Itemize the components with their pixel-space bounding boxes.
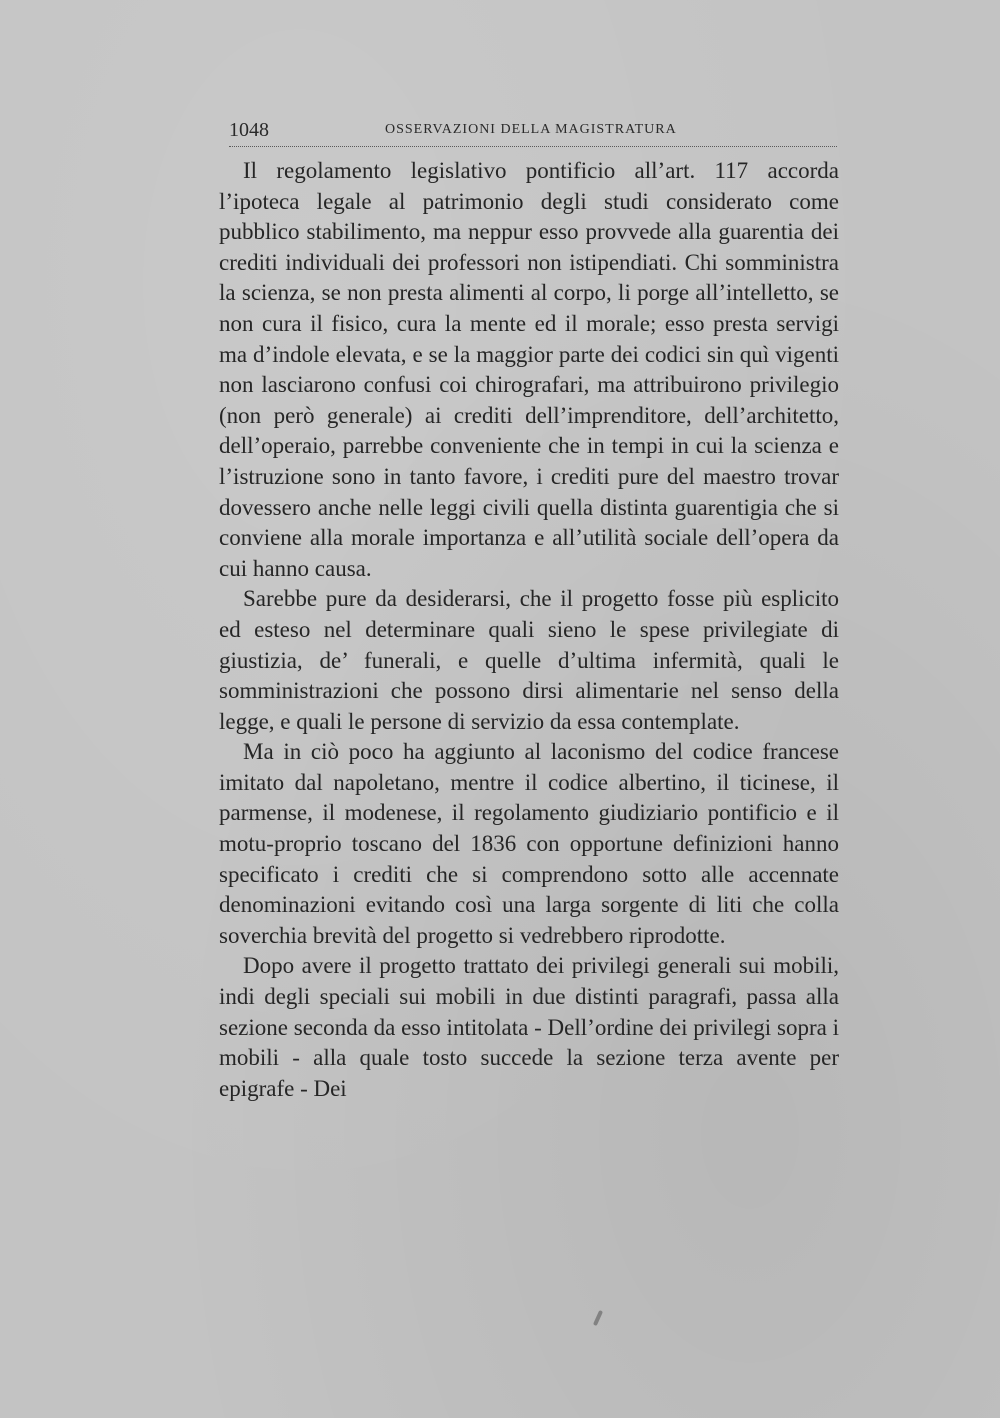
paragraph: Dopo avere il progetto trattato dei privilegi generali sui mobili, indi degli speciali sui mobili in due distinti paragrafi, passa alla sezione seconda da esso intitolata - Dell’ordine dei privilegi sopra i mobili - alla quale tosto succede la sezione terza avente per epigrafe - Dei — [219, 953, 839, 1101]
paragraph: Il regolamento legislativo pontificio all’art. 117 accorda l’ipoteca legale al patrimonio degli studi considerato come pubblico stabilimento, ma neppur esso provvede alla guarentia dei crediti individuali dei professori non istipendiati. Chi somministra la scienza, se non presta alimenti al corpo, li porge all’intelletto, se non cura il fisico, cura la mente ed il morale; esso presta servigi ma d’indole elevata, e se la maggior parte dei codici sin quì vigenti non lasciarono confusi coi chirografari, ma attribuirono privilegio (non però generale) ai crediti dell’imprenditore, dell’architetto, dell’operaio, parrebbe conveniente che in tempi in cui la scienza e l’istruzione sono in tanto favore, i crediti pure del maestro trovar dovessero anche nelle leggi civili quella distinta guarentigia che si conviene alla morale importanza e all’utilità sociale dell’opera da cui hanno causa. — [219, 158, 839, 581]
page-number: 1048 — [229, 119, 269, 141]
paragraph: Ma in ciò poco ha aggiunto al laconismo del codice francese imitato dal napoletano, mentre il codice albertino, il ticinese, il parmense, il modenese, il regolamento giudiziario pontificio e il motu-proprio toscano del 1836 con opportune definizioni hanno specificato i crediti che si comprendono sotto alle accennate denominazioni evitando così una larga sorgente di liti che colla soverchia brevità del progetto si vedrebbero riprodotte. — [219, 739, 839, 948]
paragraph: Sarebbe pure da desiderarsi, che il progetto fosse più esplicito ed esteso nel determinare quali sieno le spese privilegiate di giustizia, de’ funerali, e quelle d’ultima infermità, quali le somministrazioni che possono dirsi alimentarie nel senso della legge, e quali le persone di servizio da essa contemplate. — [219, 586, 839, 734]
running-head: OSSERVAZIONI DELLA MAGISTRATURA — [385, 122, 677, 137]
body-text — [219, 156, 839, 1104]
page-header — [229, 118, 837, 147]
ink-speck — [593, 1310, 603, 1326]
